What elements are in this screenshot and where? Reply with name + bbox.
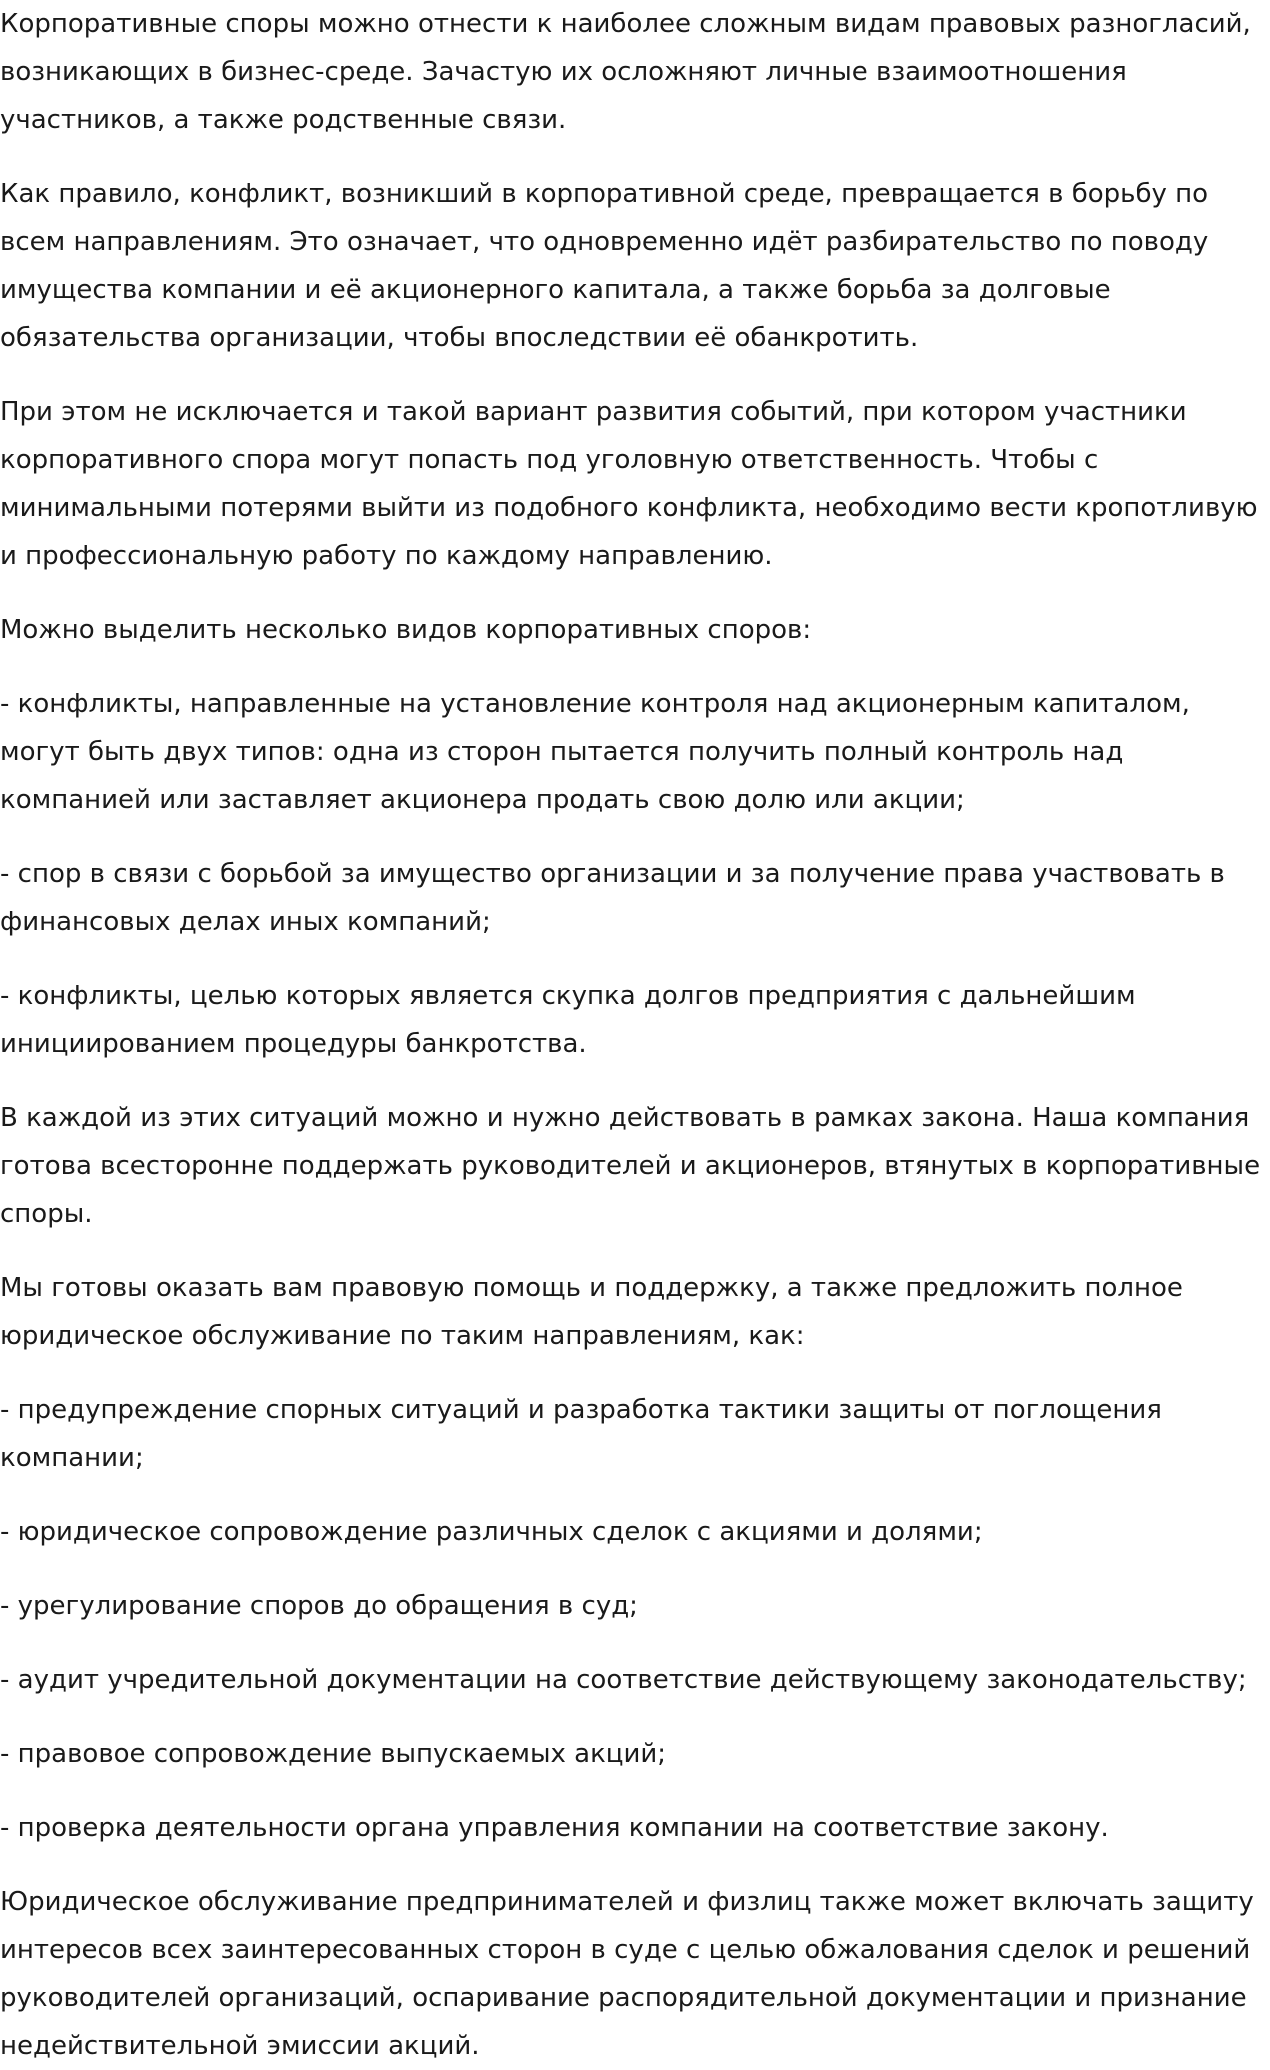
list-item-dispute-control: - конфликты, направленные на установление контроля над акционерным капиталом, могут быть двух типов: одна из сторон пытается получить полный контроль над компанией или заставляет акционера продать свою долю или акции;: [0, 689, 1190, 815]
paragraph-intro: Корпоративные споры можно отнести к наиболее сложным видам правовых разногласий, возникающих в бизнес-среде. Зачастую их осложняют личные взаимоотношения участников, а также родственные связи.: [0, 9, 1251, 135]
list-item-dispute-bankruptcy: - конфликты, целью которых является скупка долгов предприятия с дальнейшим инициированием процедуры банкротства.: [0, 981, 1136, 1059]
list-item-service-prevention: - предупреждение спорных ситуаций и разработка тактики защиты от поглощения компании;: [0, 1395, 1162, 1473]
list-item-service-audit: - аудит учредительной документации на соответствие действующему законодательству;: [0, 1665, 1247, 1695]
paragraph-services-heading: Мы готовы оказать вам правовую помощь и поддержку, а также предложить полное юридическое обслуживание по таким направлениям, как:: [0, 1273, 1183, 1351]
paragraph-dispute-types-heading: Можно выделить несколько видов корпоративных споров:: [0, 615, 812, 645]
paragraph-company-support: В каждой из этих ситуаций можно и нужно действовать в рамках закона. Наша компания готова всесторонне поддержать руководителей и акционеров, втянутых в корпоративные споры.: [0, 1103, 1261, 1229]
paragraph-conflict-scope: Как правило, конфликт, возникший в корпоративной среде, превращается в борьбу по всем направлениям. Это означает, что одновременно идёт разбирательство по поводу имущества компании и её акционерного капитала, а также борьба за долговые обязательства организации, чтобы впоследствии её обанкротить.: [0, 179, 1209, 353]
paragraph-legal-service-summary: Юридическое обслуживание предпринимателей и физлиц также может включать защиту интересов всех заинтересованных сторон в суде с целью обжалования сделок и решений руководителей организаций, оспаривание распорядительной документации и признание недействительной эмиссии акций.: [0, 1887, 1254, 2061]
list-item-service-deals: - юридическое сопровождение различных сделок с акциями и долями;: [0, 1517, 983, 1547]
list-item-service-management-check: - проверка деятельности органа управления компании на соответствие закону.: [0, 1813, 1109, 1843]
list-item-service-shares: - правовое сопровождение выпускаемых акций;: [0, 1739, 667, 1769]
list-item-dispute-property: - спор в связи с борьбой за имущество организации и за получение права участвовать в финансовых делах иных компаний;: [0, 859, 1225, 937]
paragraph-criminal-risk: При этом не исключается и такой вариант развития событий, при котором участники корпоративного спора могут попасть под уголовную ответственность. Чтобы с минимальными потерями выйти из подобного конфликта, необходимо вести кропотливую и профессиональную работу по каждому направлению.: [0, 397, 1258, 571]
list-item-service-pretrial: - урегулирование споров до обращения в суд;: [0, 1591, 638, 1621]
